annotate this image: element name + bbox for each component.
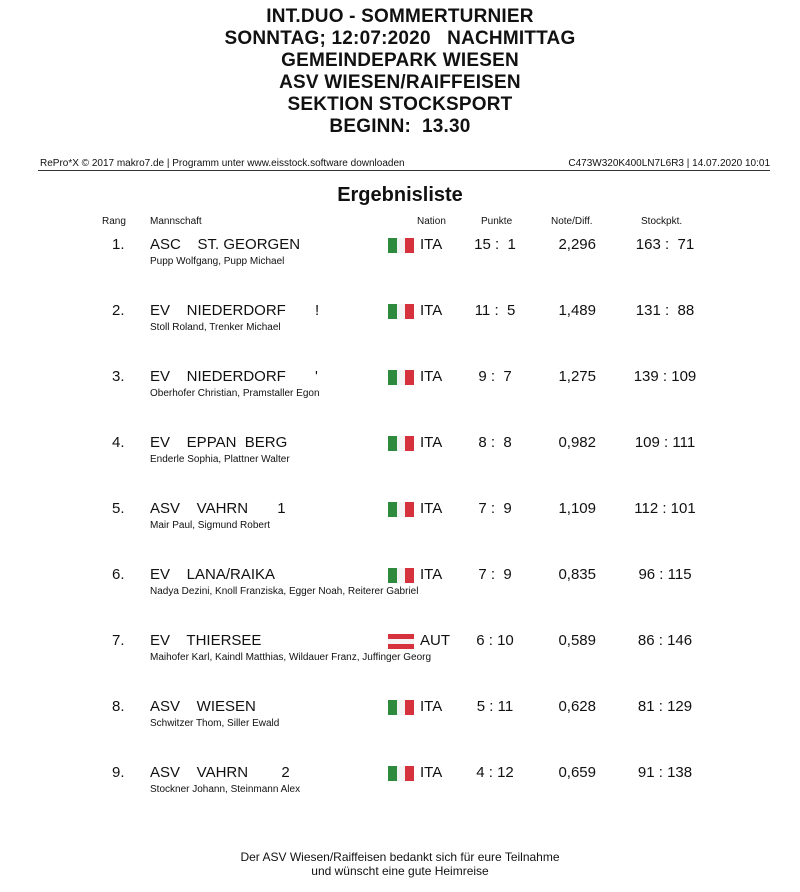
stock-points: 109 : 111 [634, 434, 696, 451]
stock-points: 86 : 146 [637, 632, 693, 649]
footer-thanks: Der ASV Wiesen/Raiffeisen bedankt sich für eure Teilnahme [240, 850, 560, 864]
rank: 2. [112, 302, 125, 319]
rank: 3. [112, 368, 125, 385]
team-players: Oberhofer Christian, Pramstaller Egon [150, 388, 320, 399]
table-row [0, 632, 800, 672]
ita-flag [388, 766, 414, 781]
header-organizer: ASV WIESEN/RAIFFEISEN [279, 72, 521, 93]
ita-flag [388, 568, 414, 583]
table-row [0, 698, 800, 738]
stock-points: 163 : 71 [635, 236, 695, 253]
rank: 6. [112, 566, 125, 583]
points: 9 : 7 [478, 368, 512, 385]
nation-code: ITA [420, 764, 443, 781]
header-start-time: BEGINN: 13.30 [329, 116, 471, 137]
points: 7 : 9 [478, 566, 512, 583]
table-row [0, 302, 800, 342]
nation-code: ITA [420, 566, 443, 583]
ita-flag [388, 502, 414, 517]
note-diff: 0,589 [558, 632, 596, 649]
note-diff: 0,628 [558, 698, 596, 715]
points: 11 : 5 [474, 302, 516, 319]
team-name: ASV VAHRN 2 [150, 764, 290, 781]
points: 8 : 8 [478, 434, 512, 451]
team-players: Mair Paul, Sigmund Robert [150, 520, 271, 531]
team-name: EV THIERSEE [150, 632, 262, 649]
note-diff: 0,659 [558, 764, 596, 781]
points: 15 : 1 [474, 236, 516, 253]
team-players: Maihofer Karl, Kaindl Matthias, Wildauer Franz, Juffinger Georg [150, 652, 432, 663]
points: 4 : 12 [476, 764, 514, 781]
team-name: EV NIEDERDORF ' [150, 368, 318, 385]
nation-code: AUT [420, 632, 450, 649]
ita-flag [388, 436, 414, 451]
note-diff: 0,835 [558, 566, 596, 583]
footer-wishes: und wünscht eine gute Heimreise [311, 864, 489, 878]
points: 5 : 11 [476, 698, 514, 715]
stock-points: 91 : 138 [637, 764, 693, 781]
col-rang: Rang [102, 216, 126, 227]
ita-flag [388, 370, 414, 385]
header-divider [38, 170, 770, 171]
aut-flag [388, 634, 414, 649]
col-note-diff: Note/Diff. [551, 216, 593, 227]
header-location: GEMEINDEPARK WIESEN [281, 50, 519, 71]
table-row [0, 764, 800, 804]
rank: 5. [112, 500, 125, 517]
col-stockpkt: Stockpkt. [641, 216, 683, 227]
meta-code-date: C473W320K400LN7L6R3 | 14.07.2020 10:01 [568, 158, 770, 169]
ita-flag [388, 304, 414, 319]
note-diff: 1,489 [558, 302, 596, 319]
col-nation: Nation [417, 216, 446, 227]
nation-code: ITA [420, 236, 443, 253]
table-row [0, 500, 800, 540]
rank: 8. [112, 698, 125, 715]
note-diff: 2,296 [558, 236, 596, 253]
rank: 7. [112, 632, 125, 649]
results-title: Ergebnisliste [337, 184, 463, 206]
team-players: Schwitzer Thom, Siller Ewald [150, 718, 280, 729]
team-players: Nadya Dezini, Knoll Franziska, Egger Noah, Reiterer Gabriel [150, 586, 419, 597]
rank: 1. [112, 236, 125, 253]
header-title: INT.DUO - SOMMERTURNIER [266, 6, 534, 27]
stock-points: 96 : 115 [638, 566, 692, 583]
stock-points: 112 : 101 [634, 500, 696, 517]
rank: 9. [112, 764, 125, 781]
nation-code: ITA [420, 434, 443, 451]
table-row [0, 236, 800, 276]
team-players: Stockner Johann, Steinmann Alex [150, 784, 301, 795]
table-row [0, 368, 800, 408]
team-name: EV EPPAN BERG [150, 434, 288, 451]
nation-code: ITA [420, 698, 443, 715]
document-header [0, 6, 800, 138]
meta-software: RePro*X © 2017 makro7.de | Programm unter www.eisstock.software downloaden [40, 158, 405, 169]
header-date: SONNTAG; 12:07:2020 NACHMITTAG [224, 28, 576, 49]
team-name: ASC ST. GEORGEN [150, 236, 301, 253]
rank: 4. [112, 434, 125, 451]
note-diff: 1,109 [558, 500, 596, 517]
team-players: Stoll Roland, Trenker Michael [150, 322, 281, 333]
nation-code: ITA [420, 500, 443, 517]
ita-flag [388, 238, 414, 253]
table-row [0, 434, 800, 474]
stock-points: 81 : 129 [637, 698, 693, 715]
team-name: EV LANA/RAIKA [150, 566, 276, 583]
table-row [0, 566, 800, 606]
team-name: ASV WIESEN [150, 698, 256, 715]
note-diff: 0,982 [558, 434, 596, 451]
team-name: EV NIEDERDORF ! [150, 302, 320, 319]
stock-points: 131 : 88 [635, 302, 695, 319]
note-diff: 1,275 [558, 368, 596, 385]
nation-code: ITA [420, 368, 443, 385]
col-mannschaft: Mannschaft [150, 216, 202, 227]
footer [0, 850, 800, 878]
stock-points: 139 : 109 [633, 368, 697, 385]
col-punkte: Punkte [481, 216, 513, 227]
team-name: ASV VAHRN 1 [150, 500, 286, 517]
team-players: Pupp Wolfgang, Pupp Michael [150, 256, 285, 267]
header-section: SEKTION STOCKSPORT [287, 94, 513, 115]
team-players: Enderle Sophia, Plattner Walter [150, 454, 290, 465]
ita-flag [388, 700, 414, 715]
nation-code: ITA [420, 302, 443, 319]
points: 7 : 9 [478, 500, 512, 517]
points: 6 : 10 [476, 632, 514, 649]
